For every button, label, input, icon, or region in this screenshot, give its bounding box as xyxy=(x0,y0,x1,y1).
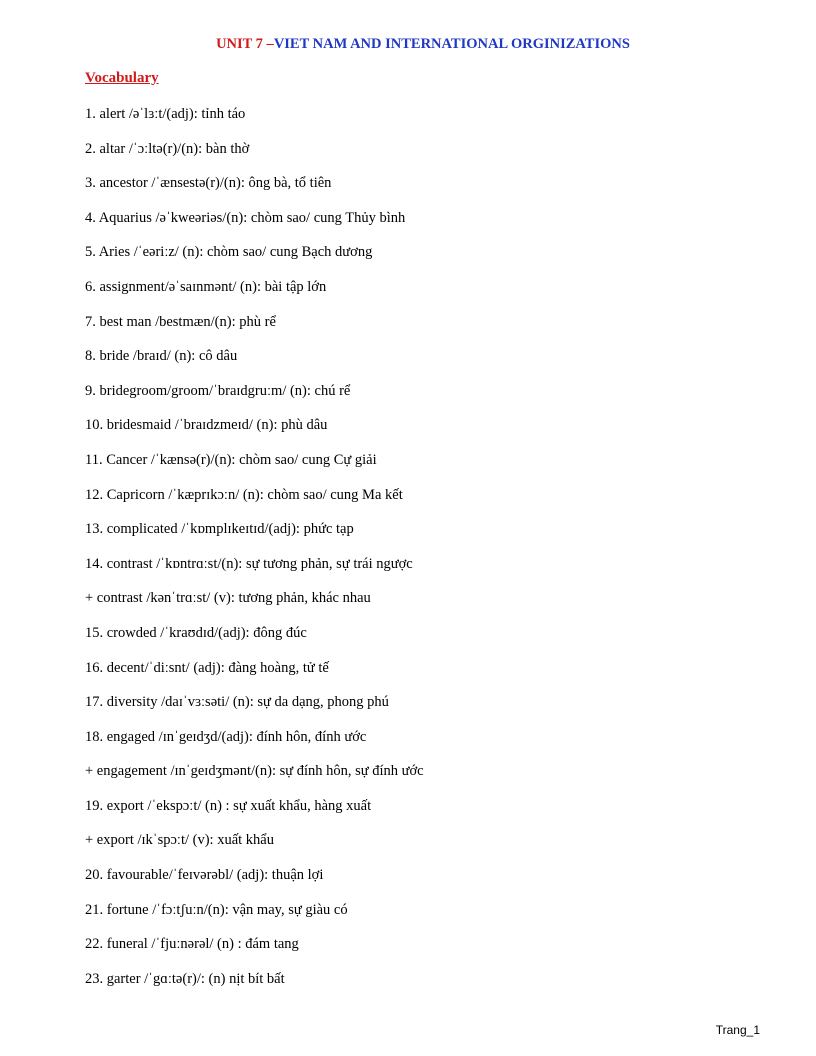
vocabulary-entry: 1. alert /əˈlɜːt/(adj): tỉnh táo xyxy=(85,106,246,122)
vocabulary-entry: 21. fortune /ˈfɔːtʃuːn/(n): vận may, sự giàu có xyxy=(85,901,348,918)
vocabulary-entry: 12. Capricorn /ˈkæprɪkɔːn/ (n): chòm sao/ cung Ma kết xyxy=(85,486,403,503)
vocabulary-list xyxy=(85,104,424,1003)
vocabulary-entry: 13. complicated /ˈkɒmplɪkeɪtɪd/(adj): phức tạp xyxy=(85,521,354,538)
vocabulary-entry: 6. assignment/əˈsaɪnmənt/ (n): bài tập lớn xyxy=(85,278,327,295)
unit-title-number: UNIT 7 – xyxy=(216,36,274,52)
vocabulary-entry: 3. ancestor /ˈænsestə(r)/(n): ông bà, tổ tiên xyxy=(85,175,332,192)
vocabulary-entry: 8. bride /braɪd/ (n): cô dâu xyxy=(85,348,238,365)
vocabulary-entry: 18. engaged /ɪnˈgeɪdʒd/(adj): đính hôn, đính ước xyxy=(85,728,367,745)
vocabulary-entry: 16. decent/ˈdiːsnt/ (adj): đàng hoàng, tử tế xyxy=(85,659,329,676)
vocabulary-entry: 10. bridesmaid /ˈbraɪdzmeɪd/ (n): phù dâu xyxy=(85,417,328,434)
vocabulary-entry: 7. best man /bestmæn/(n): phù rể xyxy=(85,313,276,330)
vocabulary-entry: + export /ɪkˈspɔːt/ (v): xuất khẩu xyxy=(85,832,274,849)
vocabulary-heading: Vocabulary xyxy=(85,70,159,86)
vocabulary-entry: + engagement /ɪnˈgeɪdʒmənt/(n): sự đính hôn, sự đính ước xyxy=(85,763,424,780)
vocabulary-entry: 17. diversity /daɪˈvɜːsəti/ (n): sự da dạng, phong phú xyxy=(85,694,389,711)
page-number: Trang_1 xyxy=(715,1023,760,1037)
unit-title-topic: VIET NAM AND INTERNATIONAL ORGINIZATIONS xyxy=(273,36,630,52)
vocabulary-entry: 19. export /ˈekspɔːt/ (n) : sự xuất khẩu, hàng xuất xyxy=(85,797,372,814)
vocabulary-entry: 4. Aquarius /əˈkweəriəs/(n): chòm sao/ cung Thủy bình xyxy=(85,209,406,226)
vocabulary-entry: 2. altar /ˈɔːltə(r)/(n): bàn thờ xyxy=(85,140,250,157)
vocabulary-entry: + contrast /kənˈtrɑːst/ (v): tương phản, khác nhau xyxy=(85,590,371,607)
vocabulary-entry: 15. crowded /ˈkraʊdɪd/(adj): đông đúc xyxy=(85,624,307,641)
vocabulary-entry: 9. bridegroom/groom/ˈbraɪdgruːm/ (n): chú rể xyxy=(85,382,351,399)
unit-title xyxy=(0,36,816,53)
vocabulary-entry: 14. contrast /ˈkɒntrɑːst/(n): sự tương phản, sự trái ngược xyxy=(85,555,413,572)
vocabulary-entry: 22. funeral /ˈfjuːnərəl/ (n) : đám tang xyxy=(85,936,299,953)
vocabulary-entry: 11. Cancer /ˈkænsə(r)/(n): chòm sao/ cung Cự giải xyxy=(85,451,377,468)
vocabulary-entry: 5. Aries /ˈeəriːz/ (n): chòm sao/ cung Bạch dương xyxy=(85,244,373,261)
vocabulary-entry: 20. favourable/ˈfeɪvərəbl/ (adj): thuận lợi xyxy=(85,867,324,884)
vocabulary-entry: 23. garter /ˈgɑːtə(r)/: (n) nịt bít bất xyxy=(85,970,285,987)
